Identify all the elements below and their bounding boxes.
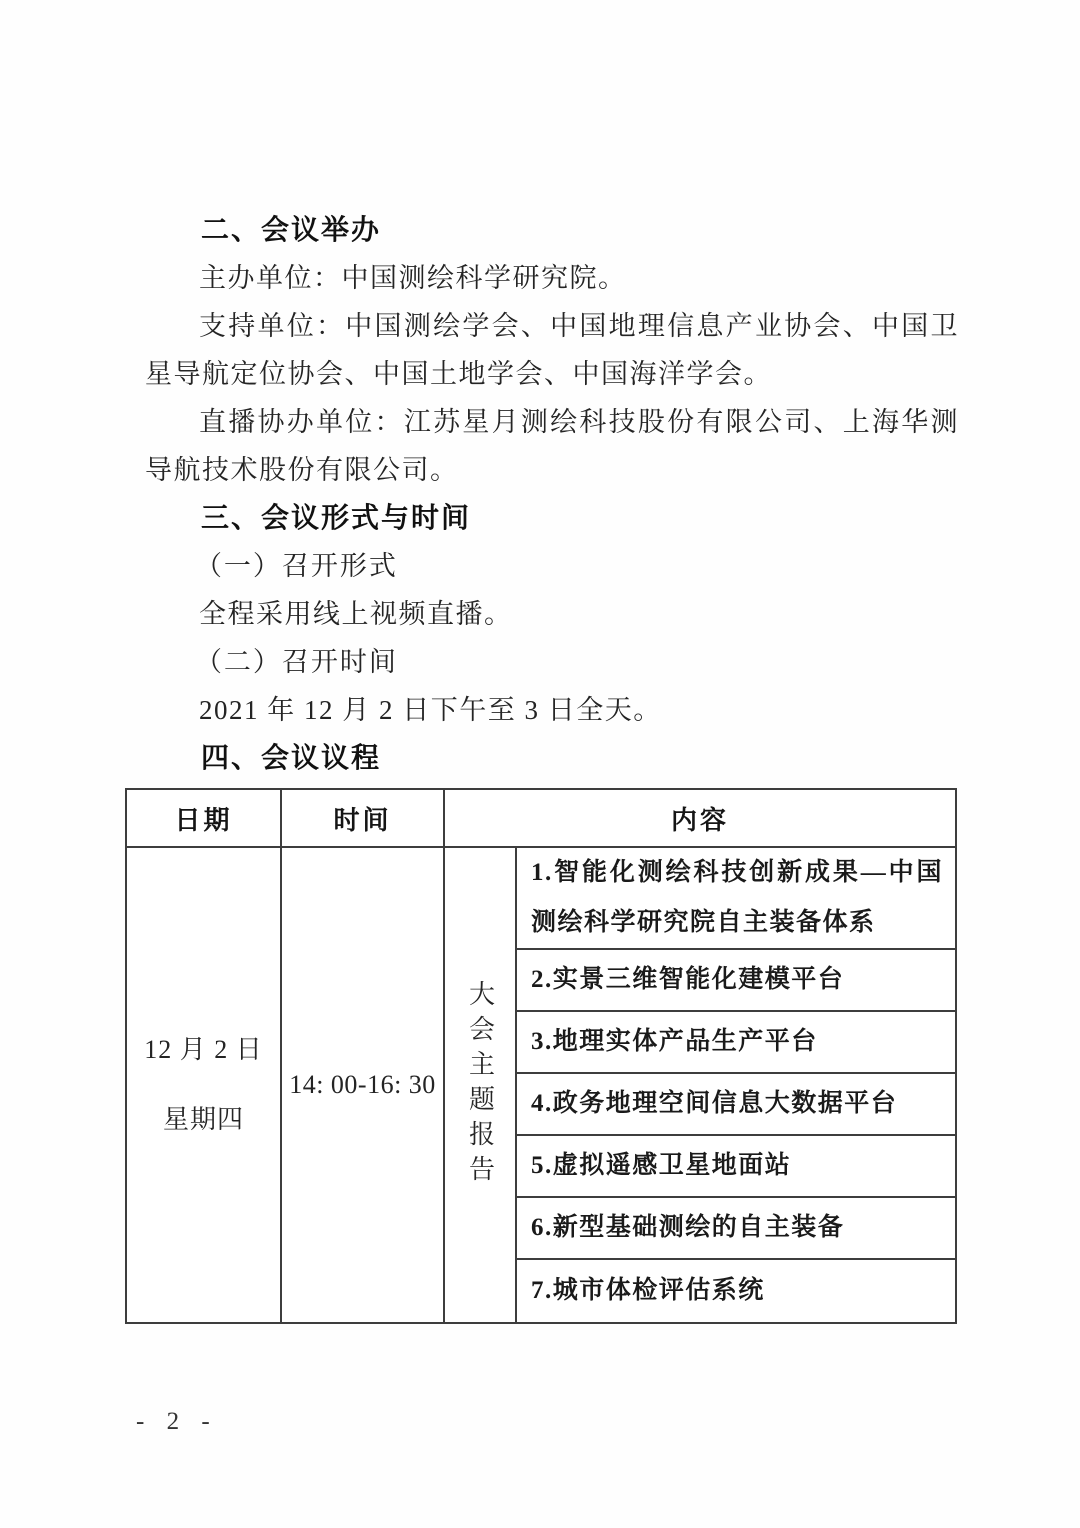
header-date: 日期 xyxy=(127,790,282,846)
time-value: 14: 00-16: 30 xyxy=(289,1070,436,1099)
agenda-item-1: 1.智能化测绘科技创新成果—中国测绘科学研究院自主装备体系 xyxy=(517,848,955,950)
agenda-items xyxy=(517,848,955,1322)
date-cell xyxy=(127,848,282,1322)
agenda-table-row xyxy=(127,848,955,1322)
support-units-paragraph: 支持单位：中国测绘学会、中国地理信息产业协会、中国卫星导航定位协会、中国土地学会、中国海洋学会。 xyxy=(145,311,959,389)
date-line1: 12 月 2 日 xyxy=(144,1035,263,1064)
agenda-item-7: 7.城市体检评估系统 xyxy=(531,1277,765,1304)
subsection-1-heading: （一）召开形式 xyxy=(194,551,398,581)
date-line2: 星期四 xyxy=(162,1105,244,1134)
agenda-item-2: 2.实景三维智能化建模平台 xyxy=(517,950,955,1012)
session-column xyxy=(445,848,517,1322)
section-3-heading: 三、会议形式与时间 xyxy=(201,502,472,533)
content-cell xyxy=(445,848,955,1322)
subsection-2-heading: （二）召开时间 xyxy=(194,647,398,677)
section-2-heading: 二、会议举办 xyxy=(201,214,382,245)
broadcast-units-paragraph: 直播协办单位：江苏星月测绘科技股份有限公司、上海华测导航技术股份有限公司。 xyxy=(145,407,959,485)
subsection-2-body: 2021 年 12 月 2 日下午至 3 日全天。 xyxy=(199,695,662,725)
agenda-item-5: 5.虚拟遥感卫星地面站 xyxy=(517,1136,955,1198)
page-number: - 2 - xyxy=(136,1408,218,1435)
session-label: 大会主题报告 xyxy=(465,980,495,1190)
agenda-item-3: 3.地理实体产品生产平台 xyxy=(517,1012,955,1074)
agenda-item-4: 4.政务地理空间信息大数据平台 xyxy=(517,1074,955,1136)
agenda-item-6: 6.新型基础测绘的自主装备 xyxy=(517,1198,955,1260)
header-time: 时间 xyxy=(282,790,445,846)
agenda-table xyxy=(125,788,957,1324)
time-cell xyxy=(282,848,445,1322)
agenda-table-header xyxy=(127,790,955,848)
host-unit-paragraph: 主办单位：中国测绘科学研究院。 xyxy=(199,263,627,293)
subsection-1-body: 全程采用线上视频直播。 xyxy=(199,599,513,629)
header-content: 内容 xyxy=(670,804,729,835)
section-4-heading: 四、会议议程 xyxy=(201,742,382,773)
document-body xyxy=(145,206,959,782)
